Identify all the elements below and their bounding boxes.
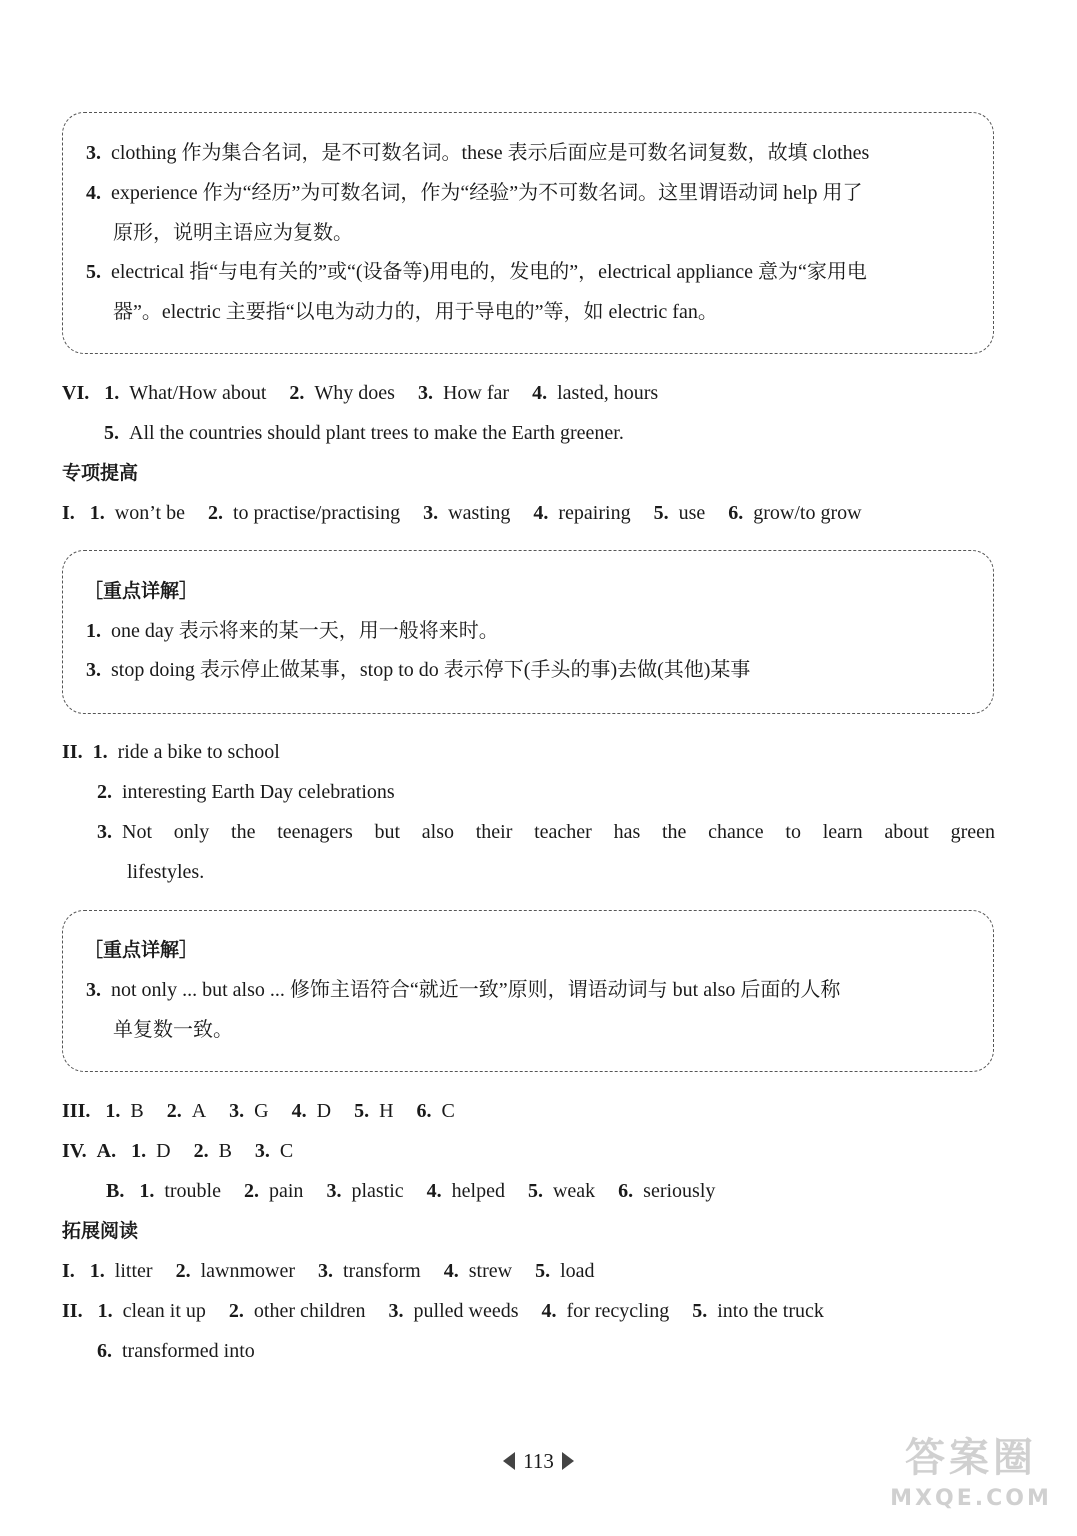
watermark-url: MXQE.COM [890,1486,1052,1511]
answer-item: 4. strew [443,1260,513,1282]
extended-i-row: I. 1. litter 2. lawnmower 3. transform 4. strew 5. load [62,1260,595,1282]
answer-item: 1. litter [89,1260,153,1282]
answer-item: 4. helped [426,1180,505,1202]
answer-item: 1. clean it up [97,1300,206,1322]
answer-item: 1. What/How about [104,382,267,404]
answer-item: 3. G [229,1100,269,1122]
section-iii-row: III. 1. B 2. A 3. G 4. D 5. H 6. C [62,1100,455,1122]
box2-line-2: 3. stop doing 表示停止做某事，stop to do 表示停下(手头的事)去做(其他)某事 [86,659,751,681]
answer-item: 3. C [254,1140,294,1162]
answer-item: 2. lawnmower [175,1260,295,1282]
answer-item: 4. repairing [533,502,631,524]
answer-item: 2. B [193,1140,232,1162]
extended-ii-row-2: 6. transformed into [97,1340,255,1362]
answer-item: 3. How far [417,382,510,404]
answer-item: 5. weak [527,1180,596,1202]
section-i-row: I. 1. won’t be 2. to practise/practising 3. wasting 4. repairing 5. use 6. grow/to grow [62,502,862,524]
answer-item: 1. trouble [139,1180,221,1202]
box3-line-2: 单复数一致。 [113,1019,233,1041]
answer-item: 4. D [291,1100,332,1122]
section-ii-row-1: II. 1. ride a bike to school [62,741,280,763]
answer-item: 5. use [653,502,706,524]
heading-extended-reading: 拓展阅读 [62,1220,139,1242]
box1-line-5: 器”。electric 主要指“以电为动力的，用于导电的”等，如 electric fan。 [113,301,718,323]
answer-item: 3. transform [317,1260,421,1282]
answer-item: 2. other children [228,1300,366,1322]
answer-item: 2. Why does [289,382,395,404]
answer-item: 3. pulled weeds [388,1300,519,1322]
section-ii-row-3-cont: lifestyles. [127,861,205,883]
answer-item: 1. B [105,1100,144,1122]
answer-item: 4. lasted, hours [532,382,659,404]
answer-item: 2. to practise/practising [207,502,401,524]
box2-line-1: 1. one day 表示将来的某一天，用一般将来时。 [86,620,499,642]
box3-line-1: 3. not only ... but also ... 修饰主语符合“就近一致”原则，谓语动词与 but also 后面的人称 [86,979,841,1001]
answer-item: 5. into the truck [692,1300,824,1322]
section-iv-row-a: IV. A. 1. D 2. B 3. C [62,1140,294,1162]
box2-title: ［重点详解］ [84,580,199,602]
section-iv-row-b: B. 1. trouble 2. pain 3. plastic 4. helped 5. weak 6. seriously [106,1180,716,1202]
watermark-logo: 答案圈 [905,1435,1037,1481]
section-ii-row-3: 3. Not only the teenagers but also their teacher has the chance to learn about green [97,821,995,843]
answer-item: 6. C [416,1100,455,1122]
box1-line-1: 3. clothing 作为集合名词，是不可数名词。these 表示后面应是可数名词复数，故填 clothes [86,142,870,164]
answer-item: 4. for recycling [541,1300,670,1322]
answer-item: 5. H [354,1100,394,1122]
page-number: 113 [523,1449,554,1473]
extended-ii-row-1: II. 1. clean it up 2. other children 3. pulled weeds 4. for recycling 5. into the truck [62,1300,824,1322]
answer-item: 3. wasting [423,502,511,524]
answer-item: 6. grow/to grow [728,502,862,524]
answer-item: 5. load [535,1260,595,1282]
box1-line-4: 5. electrical 指“与电有关的”或“(设备等)用电的，发电的”，electrical appliance 意为“家用电 [86,261,867,283]
watermark [883,1432,1059,1528]
answer-item: 2. A [166,1100,207,1122]
section-vi-row-1: VI. 1. What/How about 2. Why does 3. How far 4. lasted, hours [62,382,659,404]
answer-item: 1. D [131,1140,171,1162]
answer-item: 3. plastic [326,1180,404,1202]
answer-item: 2. pain [244,1180,304,1202]
section-ii-row-2: 2. interesting Earth Day celebrations [97,781,395,803]
box3-title: ［重点详解］ [84,939,199,961]
answer-item: 1. won’t be [89,502,185,524]
box1-line-3: 原形，说明主语应为复数。 [113,222,353,244]
triangle-left-icon [503,1452,515,1470]
heading-special-improvement: 专项提高 [62,462,139,484]
answer-item: 6. seriously [618,1180,716,1202]
triangle-right-icon [562,1452,574,1470]
section-vi-row-2: 5. All the countries should plant trees to make the Earth greener. [104,422,624,444]
box1-line-2: 4. experience 作为“经历”为可数名词，作为“经验”为不可数名词。这里谓语动词 help 用了 [86,182,863,204]
